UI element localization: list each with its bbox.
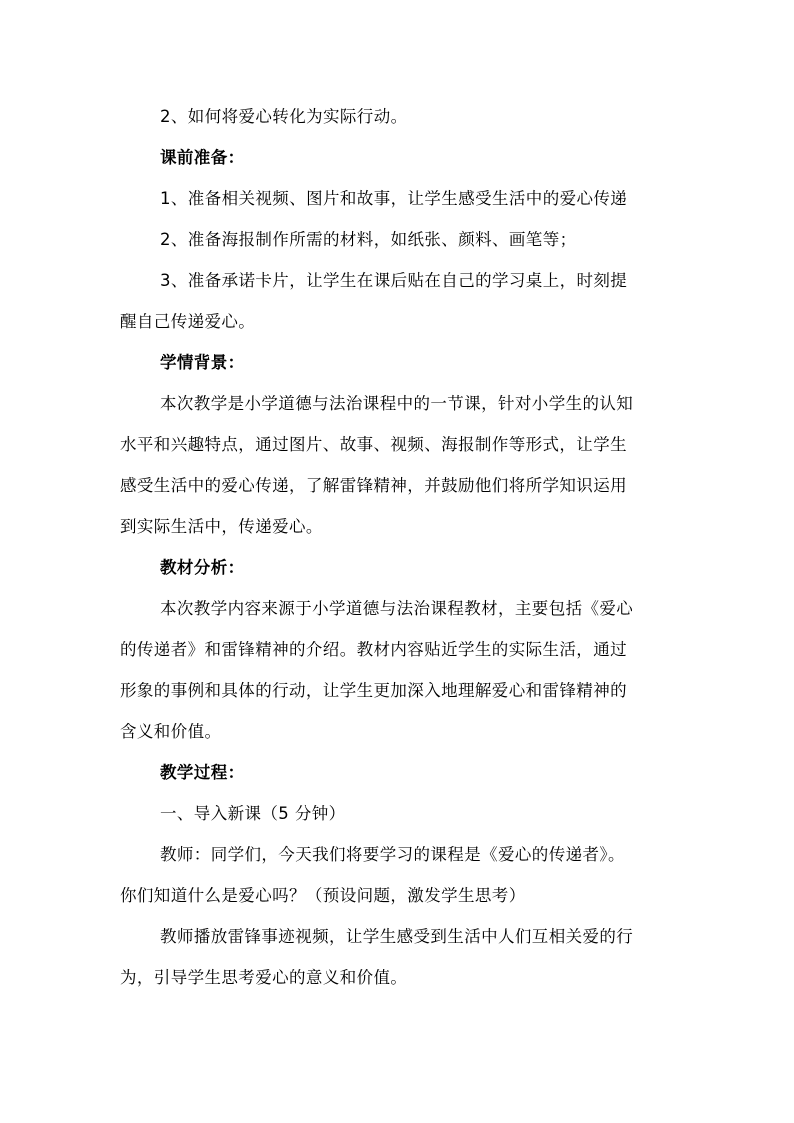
- text-line: 到实际生活中，传递爱心。: [120, 517, 323, 536]
- heading-text: 学情背景：: [160, 353, 245, 372]
- background-paragraph: [120, 383, 680, 547]
- text-line: 3、准备承诺卡片，让学生在课后贴在自己的学习桌上，时刻提: [160, 271, 628, 290]
- text-line: 2、准备海报制作所需的材料，如纸张、颜料、画笔等；: [160, 230, 577, 249]
- text-line: 的传递者》和雷锋精神的介绍。教材内容贴近学生的实际生活，通过: [120, 640, 627, 659]
- text-line: 醒自己传递爱心。: [120, 312, 256, 331]
- text-line: 为，引导学生思考爱心的意义和价值。: [120, 968, 408, 987]
- prep-item-1: [120, 178, 680, 219]
- document-body: [120, 96, 680, 998]
- text-line: 一、导入新课（5 分钟）: [160, 804, 346, 823]
- section-heading-preparation: [120, 137, 680, 178]
- text-line: 感受生活中的爱心传递，了解雷锋精神，并鼓励他们将所学知识运用: [120, 476, 627, 495]
- teacher-intro-paragraph: [120, 834, 680, 916]
- heading-text: 课前准备：: [160, 148, 245, 167]
- text-line: 水平和兴趣特点，通过图片、故事、视频、海报制作等形式，让学生: [120, 435, 627, 454]
- process-step-1-title: [120, 793, 680, 834]
- list-item-2-action: [120, 96, 680, 137]
- text-line: 本次教学内容来源于小学道德与法治课程教材，主要包括《爱心: [160, 599, 634, 618]
- text-line: 教师：同学们，今天我们将要学习的课程是《爱心的传递者》。: [160, 845, 625, 864]
- prep-item-2: [120, 219, 680, 260]
- prep-item-3: [120, 260, 680, 342]
- text-line: 2、如何将爱心转化为实际行动。: [160, 107, 408, 126]
- materials-paragraph: [120, 588, 680, 752]
- text-line: 形象的事例和具体的行动，让学生更加深入地理解爱心和雷锋精神的: [120, 681, 627, 700]
- text-line: 本次教学是小学道德与法治课程中的一节课，针对小学生的认知: [160, 394, 634, 413]
- teacher-video-paragraph: [120, 916, 680, 998]
- heading-text: 教学过程：: [160, 763, 245, 782]
- heading-text: 教材分析：: [160, 558, 245, 577]
- text-line: 你们知道什么是爱心吗？（预设问题，激发学生思考）: [120, 886, 526, 905]
- text-line: 1、准备相关视频、图片和故事，让学生感受生活中的爱心传递: [160, 189, 628, 208]
- text-line: 含义和价值。: [120, 722, 222, 741]
- section-heading-background: [120, 342, 680, 383]
- section-heading-materials: [120, 547, 680, 588]
- section-heading-process: [120, 752, 680, 793]
- text-line: 教师播放雷锋事迹视频，让学生感受到生活中人们互相关爱的行: [160, 927, 634, 946]
